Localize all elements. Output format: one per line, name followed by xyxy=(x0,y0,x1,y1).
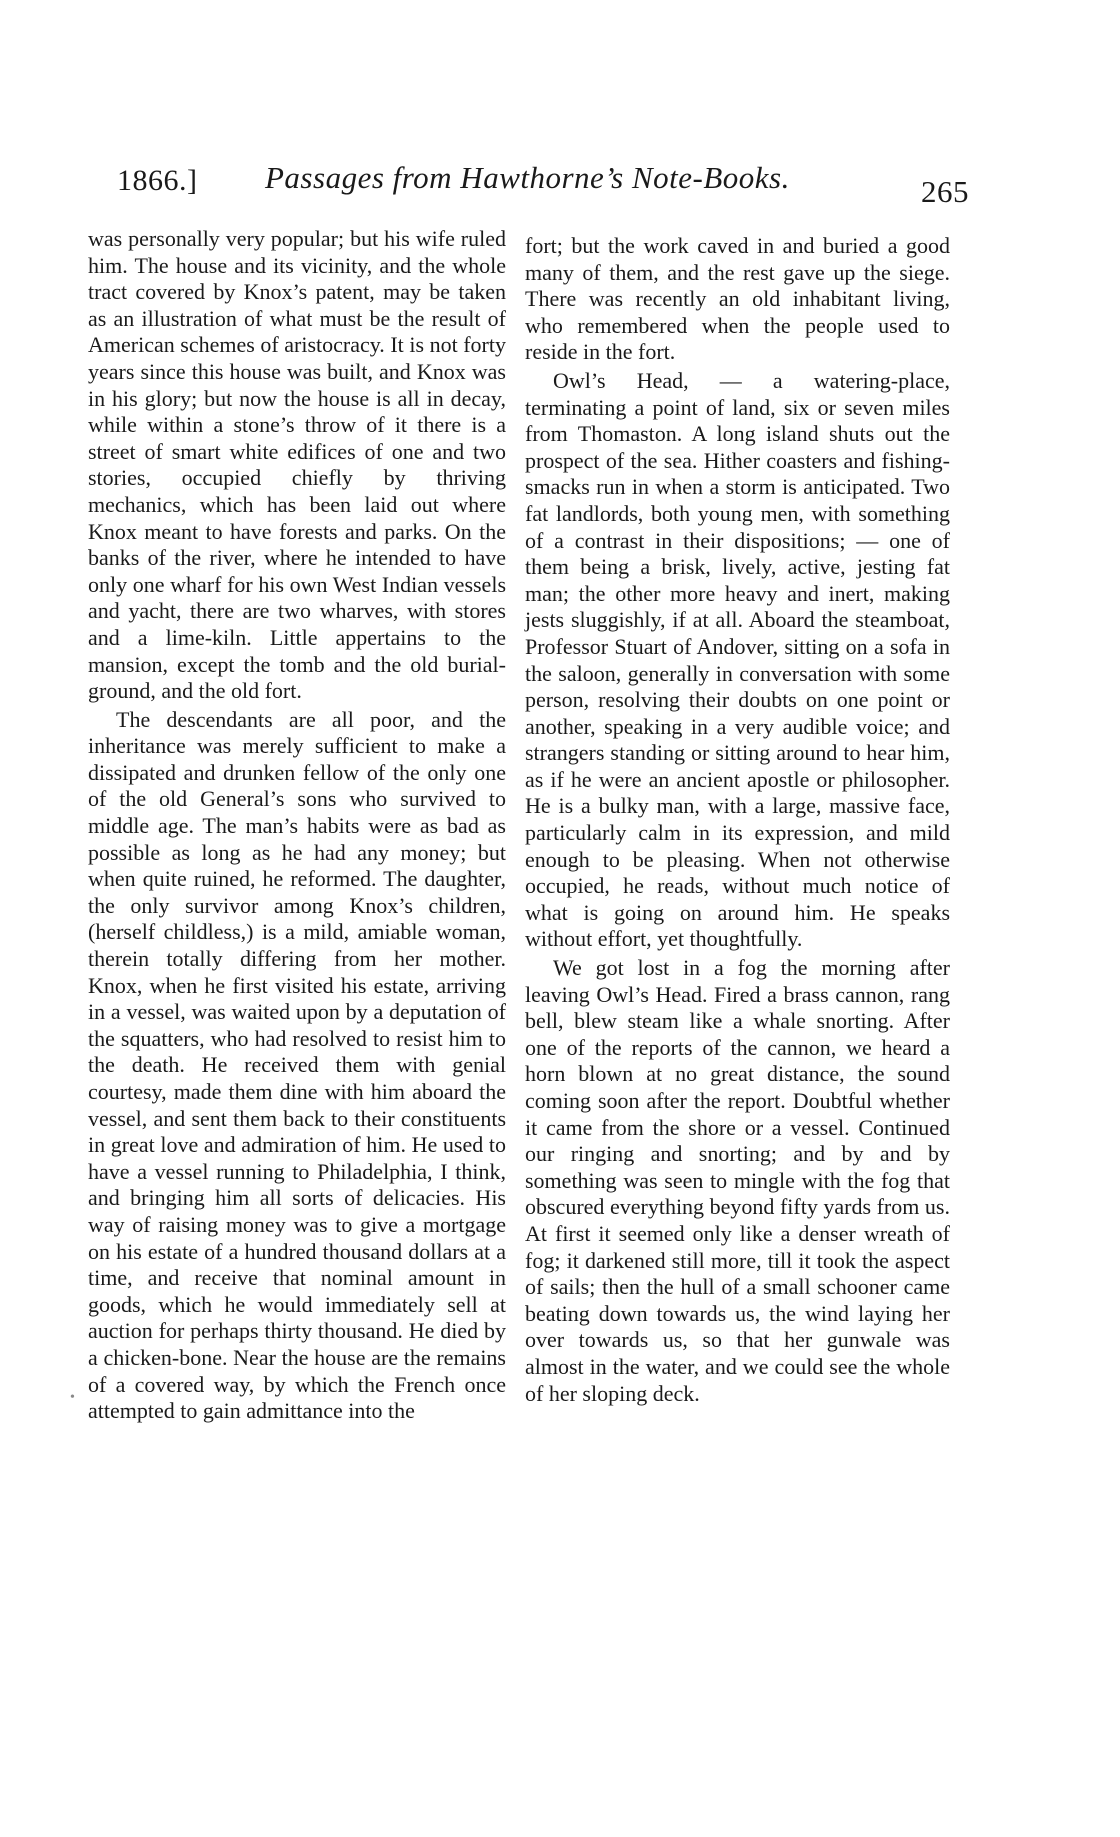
header-date: 1866.] xyxy=(117,164,198,197)
paragraph: The descendants are all poor, and the inheritance was merely sufficient to make a dissipated and drunken fellow of the only one of the old General’s sons who survived to middle age. The man’s habits were as bad as possible as long as he had any money; but when quite ruined, he reformed. The daughter, the only survivor among Knox’s children, (herself childless,) is a mild, amiable woman, therein totally differing from her mother. Knox, when he first visited his estate, arriving in a vessel, was waited upon by a deputation of the squatters, who had resolved to resist him to the death. He received them with genial courtesy, made them dine with him aboard the vessel, and sent them back to their constituents in great love and admiration of him. He used to have a vessel running to Philadelphia, I think, and bringing him all sorts of delicacies. His way of raising money was to give a mortgage on his estate of a hundred thousand dollars at a time, and receive that nominal amount in goods, which he would immediately sell at auction for perhaps thirty thousand. He died by a chicken-bone. Near the house are the remains of a covered way, by which the French once attempted to gain admittance into the xyxy=(88,706,506,1424)
running-header xyxy=(117,160,969,210)
paragraph: was personally very popular; but his wife ruled him. The house and its vicinity, and the whole tract covered by Knox’s patent, may be taken as an illustration of what must be the result of American schemes of aristocracy. It is not forty years since this house was built, and Knox was in his glory; but now the house is all in decay, while within a stone’s throw of it there is a street of smart white edifices of one and two stories, occupied chiefly by thriving mechanics, which has been laid out where Knox meant to have forests and parks. On the banks of the river, where he intended to have only one wharf for his own West Indian vessels and yacht, there are two wharves, with stores and a lime-kiln. Little appertains to the mansion, except the tomb and the old burial-ground, and the old fort. xyxy=(88,226,506,704)
paragraph: fort; but the work caved in and buried a good many of them, and the rest gave up the siege. There was recently an old inhabitant living, who remembered when the people used to reside in the fort. xyxy=(525,233,950,365)
page-number: 265 xyxy=(921,174,969,209)
paragraph: Owl’s Head, — a watering-place, terminating a point of land, six or seven miles from Thomaston. A long island shuts out the prospect of the sea. Hither coasters and fishing-smacks run in when a storm is anticipated. Two fat landlords, both young men, with something of a contrast in their dispositions; — one of them being a brisk, lively, active, jesting fat man; the other more heavy and inert, making jests sluggishly, if at all. Aboard the steamboat, Professor Stuart of Andover, sitting on a sofa in the saloon, generally in conversation with some person, resolving their doubts on one point or another, speaking in a very audible voice; and strangers standing or sitting around to hear him, as if he were an ancient apostle or philosopher. He is a bulky man, with a large, massive face, particularly calm in its expression, and mild enough to be pleasing. When not otherwise occupied, he reads, without much notice of what is going on around him. He speaks without effort, yet thoughtfully. xyxy=(525,367,950,952)
header-title: Passages from Hawthorne’s Note-Books. xyxy=(265,160,790,195)
right-column xyxy=(525,233,950,1407)
left-column xyxy=(88,226,506,1425)
margin-dot: • xyxy=(70,1390,75,1405)
paragraph: We got lost in a fog the morning after leaving Owl’s Head. Fired a brass cannon, rang bell, blew steam like a whale snorting. After one of the reports of the cannon, we heard a horn blown at no great distance, the sound coming soon after the report. Doubtful whether it came from the shore or a vessel. Continued our ringing and snorting; and by and by something was seen to mingle with the fog that obscured everything beyond fifty yards from us. At first it seemed only like a denser wreath of fog; it darkened still more, till it took the aspect of sails; then the hull of a small schooner came beating down towards us, the wind laying her over towards us, so that her gunwale was almost in the water, and we could see the whole of her sloping deck. xyxy=(525,955,950,1406)
